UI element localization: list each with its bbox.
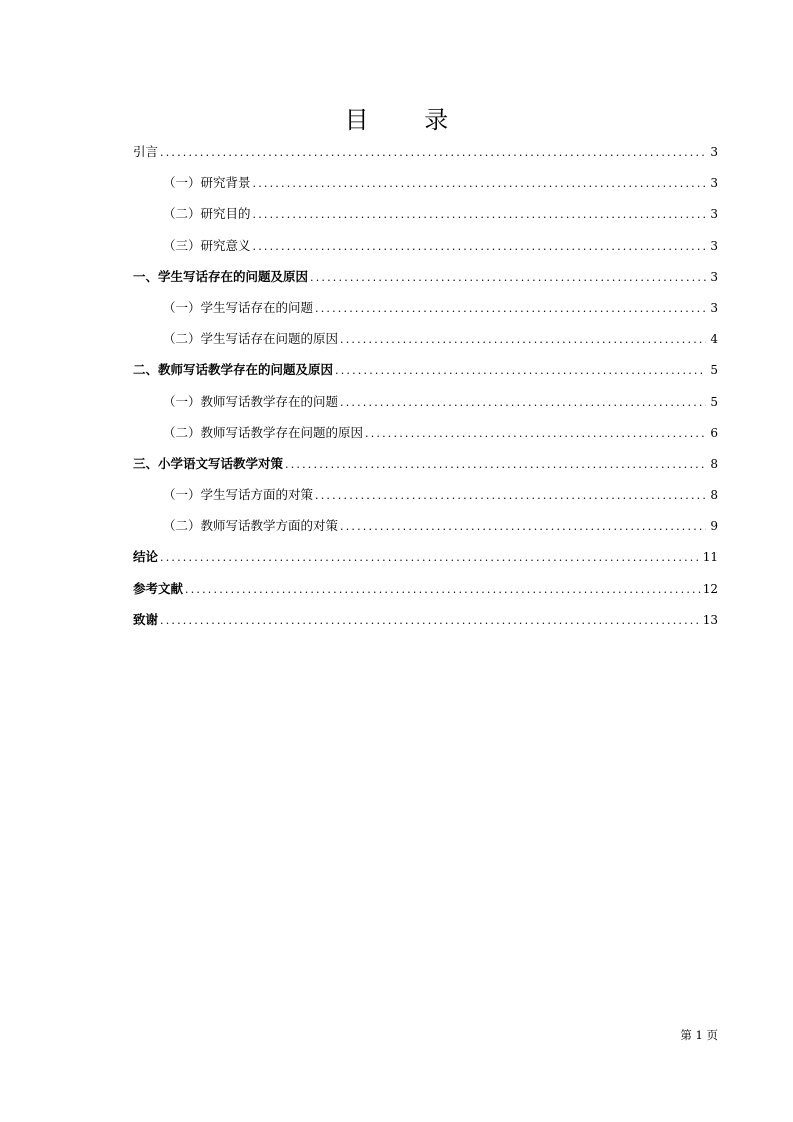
toc-page-number: 3 (710, 300, 718, 315)
dot-leader (285, 453, 706, 477)
toc-page-number: 5 (710, 363, 718, 378)
toc-entry-chapter-2[interactable] (133, 358, 718, 389)
toc-entry-references[interactable] (133, 577, 718, 608)
toc-page-number: 3 (710, 176, 718, 191)
toc-entry-research-significance[interactable] (133, 234, 718, 265)
toc-entry-section-1-2[interactable] (133, 327, 718, 358)
toc-page-number: 11 (702, 550, 718, 565)
toc-list (133, 140, 718, 639)
dot-leader (253, 203, 706, 227)
page-number-footer: 第 1 页 (680, 1028, 718, 1042)
dot-leader (160, 546, 701, 570)
toc-page-number: 9 (710, 519, 718, 534)
toc-entry-text: （一）学生写话存在的问题 (163, 299, 314, 315)
toc-entry-section-1-1[interactable] (133, 296, 718, 327)
toc-entry-text: 三、小学语文写话教学对策 (133, 455, 284, 471)
dot-leader (365, 422, 706, 446)
dot-leader (253, 172, 706, 196)
dot-leader (160, 609, 701, 633)
toc-entry-section-3-2[interactable] (133, 514, 718, 545)
toc-entry-research-purpose[interactable] (133, 202, 718, 233)
toc-entry-text: （二）教师写话教学存在问题的原因 (163, 424, 364, 440)
dot-leader (315, 484, 706, 508)
toc-page-number: 3 (710, 238, 718, 253)
toc-page-number: 3 (710, 207, 718, 222)
toc-entry-text: （一）研究背景 (163, 175, 251, 191)
toc-entry-text: 引言 (133, 144, 159, 159)
toc-entry-text: （一）教师写话教学存在的问题 (163, 393, 339, 409)
toc-page-number: 8 (710, 488, 718, 503)
toc-entry-chapter-3[interactable] (133, 452, 718, 483)
toc-page-number: 6 (710, 425, 718, 440)
toc-entry-section-3-1[interactable] (133, 483, 718, 514)
toc-entry-research-background[interactable] (133, 171, 718, 202)
toc-entry-text: （二）学生写话存在问题的原因 (163, 331, 339, 347)
toc-entry-text: （一）学生写话方面的对策 (163, 487, 314, 503)
dot-leader (315, 297, 706, 321)
toc-title: 目 录 (344, 106, 473, 134)
toc-entry-text: 致谢 (133, 611, 159, 627)
dot-leader (340, 328, 706, 352)
toc-entry-text: 二、教师写话教学存在的问题及原因 (133, 362, 334, 378)
toc-page-number: 12 (702, 581, 718, 596)
toc-entry-introduction[interactable] (133, 140, 718, 171)
toc-entry-text: 一、学生写话存在的问题及原因 (133, 268, 309, 284)
dot-leader (160, 141, 706, 165)
toc-entry-text: 参考文献 (133, 580, 184, 596)
toc-page-number: 13 (702, 612, 718, 627)
dot-leader (185, 578, 701, 602)
toc-entry-conclusion[interactable] (133, 545, 718, 576)
toc-entry-chapter-1[interactable] (133, 265, 718, 296)
toc-page-number: 3 (710, 269, 718, 284)
toc-page-number: 5 (710, 394, 718, 409)
dot-leader (253, 235, 706, 259)
toc-entry-acknowledgements[interactable] (133, 608, 718, 639)
toc-entry-text: （二）研究目的 (163, 206, 251, 222)
toc-entry-text: （三）研究意义 (163, 237, 251, 253)
dot-leader (340, 391, 706, 415)
toc-entry-text: （二）教师写话教学方面的对策 (163, 518, 339, 534)
toc-page-number: 8 (710, 456, 718, 471)
toc-entry-text: 结论 (133, 549, 159, 565)
toc-page-number: 4 (710, 332, 718, 347)
dot-leader (340, 515, 706, 539)
dot-leader (310, 266, 706, 290)
toc-entry-section-2-1[interactable] (133, 390, 718, 421)
dot-leader (335, 359, 706, 383)
toc-page-number: 3 (710, 145, 718, 159)
toc-entry-section-2-2[interactable] (133, 421, 718, 452)
